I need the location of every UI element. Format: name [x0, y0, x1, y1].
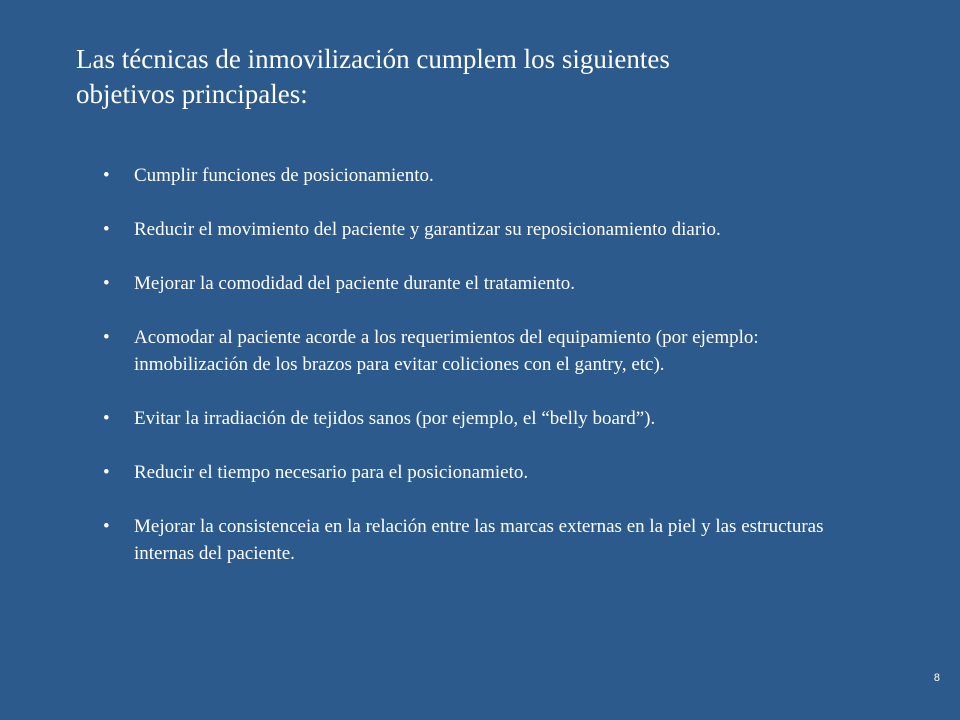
bullet-text: Cumplir funciones de posicionamiento.: [134, 165, 434, 186]
list-item: [0, 405, 854, 432]
bullet-text: Evitar la irradiación de tejidos sanos (por ejemplo, el “belly board”).: [134, 408, 656, 429]
bullet-icon: •: [103, 273, 110, 294]
bullet-icon: •: [103, 165, 110, 186]
bullet-text: Acomodar al paciente acorde a los requerimientos del equipamiento (por ejemplo: inmobilización de los brazos para evitar coliciones con el gantry, etc).: [134, 327, 759, 375]
bullet-text: Mejorar la consistenceia en la relación entre las marcas externas en la piel y las estructuras internas del paciente.: [134, 516, 824, 564]
bullet-icon: •: [103, 516, 110, 537]
bullet-icon: •: [103, 327, 110, 348]
list-item: [0, 270, 854, 297]
list-item: [0, 162, 854, 189]
slide-title: Las técnicas de inmovilización cumplem los siguientes objetivos principales:: [76, 44, 670, 109]
list-item: [0, 459, 854, 486]
bullet-text: Mejorar la comodidad del paciente durante el tratamiento.: [134, 273, 576, 294]
page-number: 8: [933, 672, 940, 684]
list-item: [0, 216, 854, 243]
list-item: [0, 513, 854, 567]
bullet-text: Reducir el tiempo necesario para el posicionamieto.: [134, 462, 529, 483]
bullet-icon: •: [103, 219, 110, 240]
bullet-list: [0, 162, 960, 594]
bullet-icon: •: [103, 408, 110, 429]
bullet-icon: •: [103, 462, 110, 483]
bullet-text: Reducir el movimiento del paciente y garantizar su reposicionamiento diario.: [134, 219, 721, 240]
list-item: [0, 324, 854, 378]
